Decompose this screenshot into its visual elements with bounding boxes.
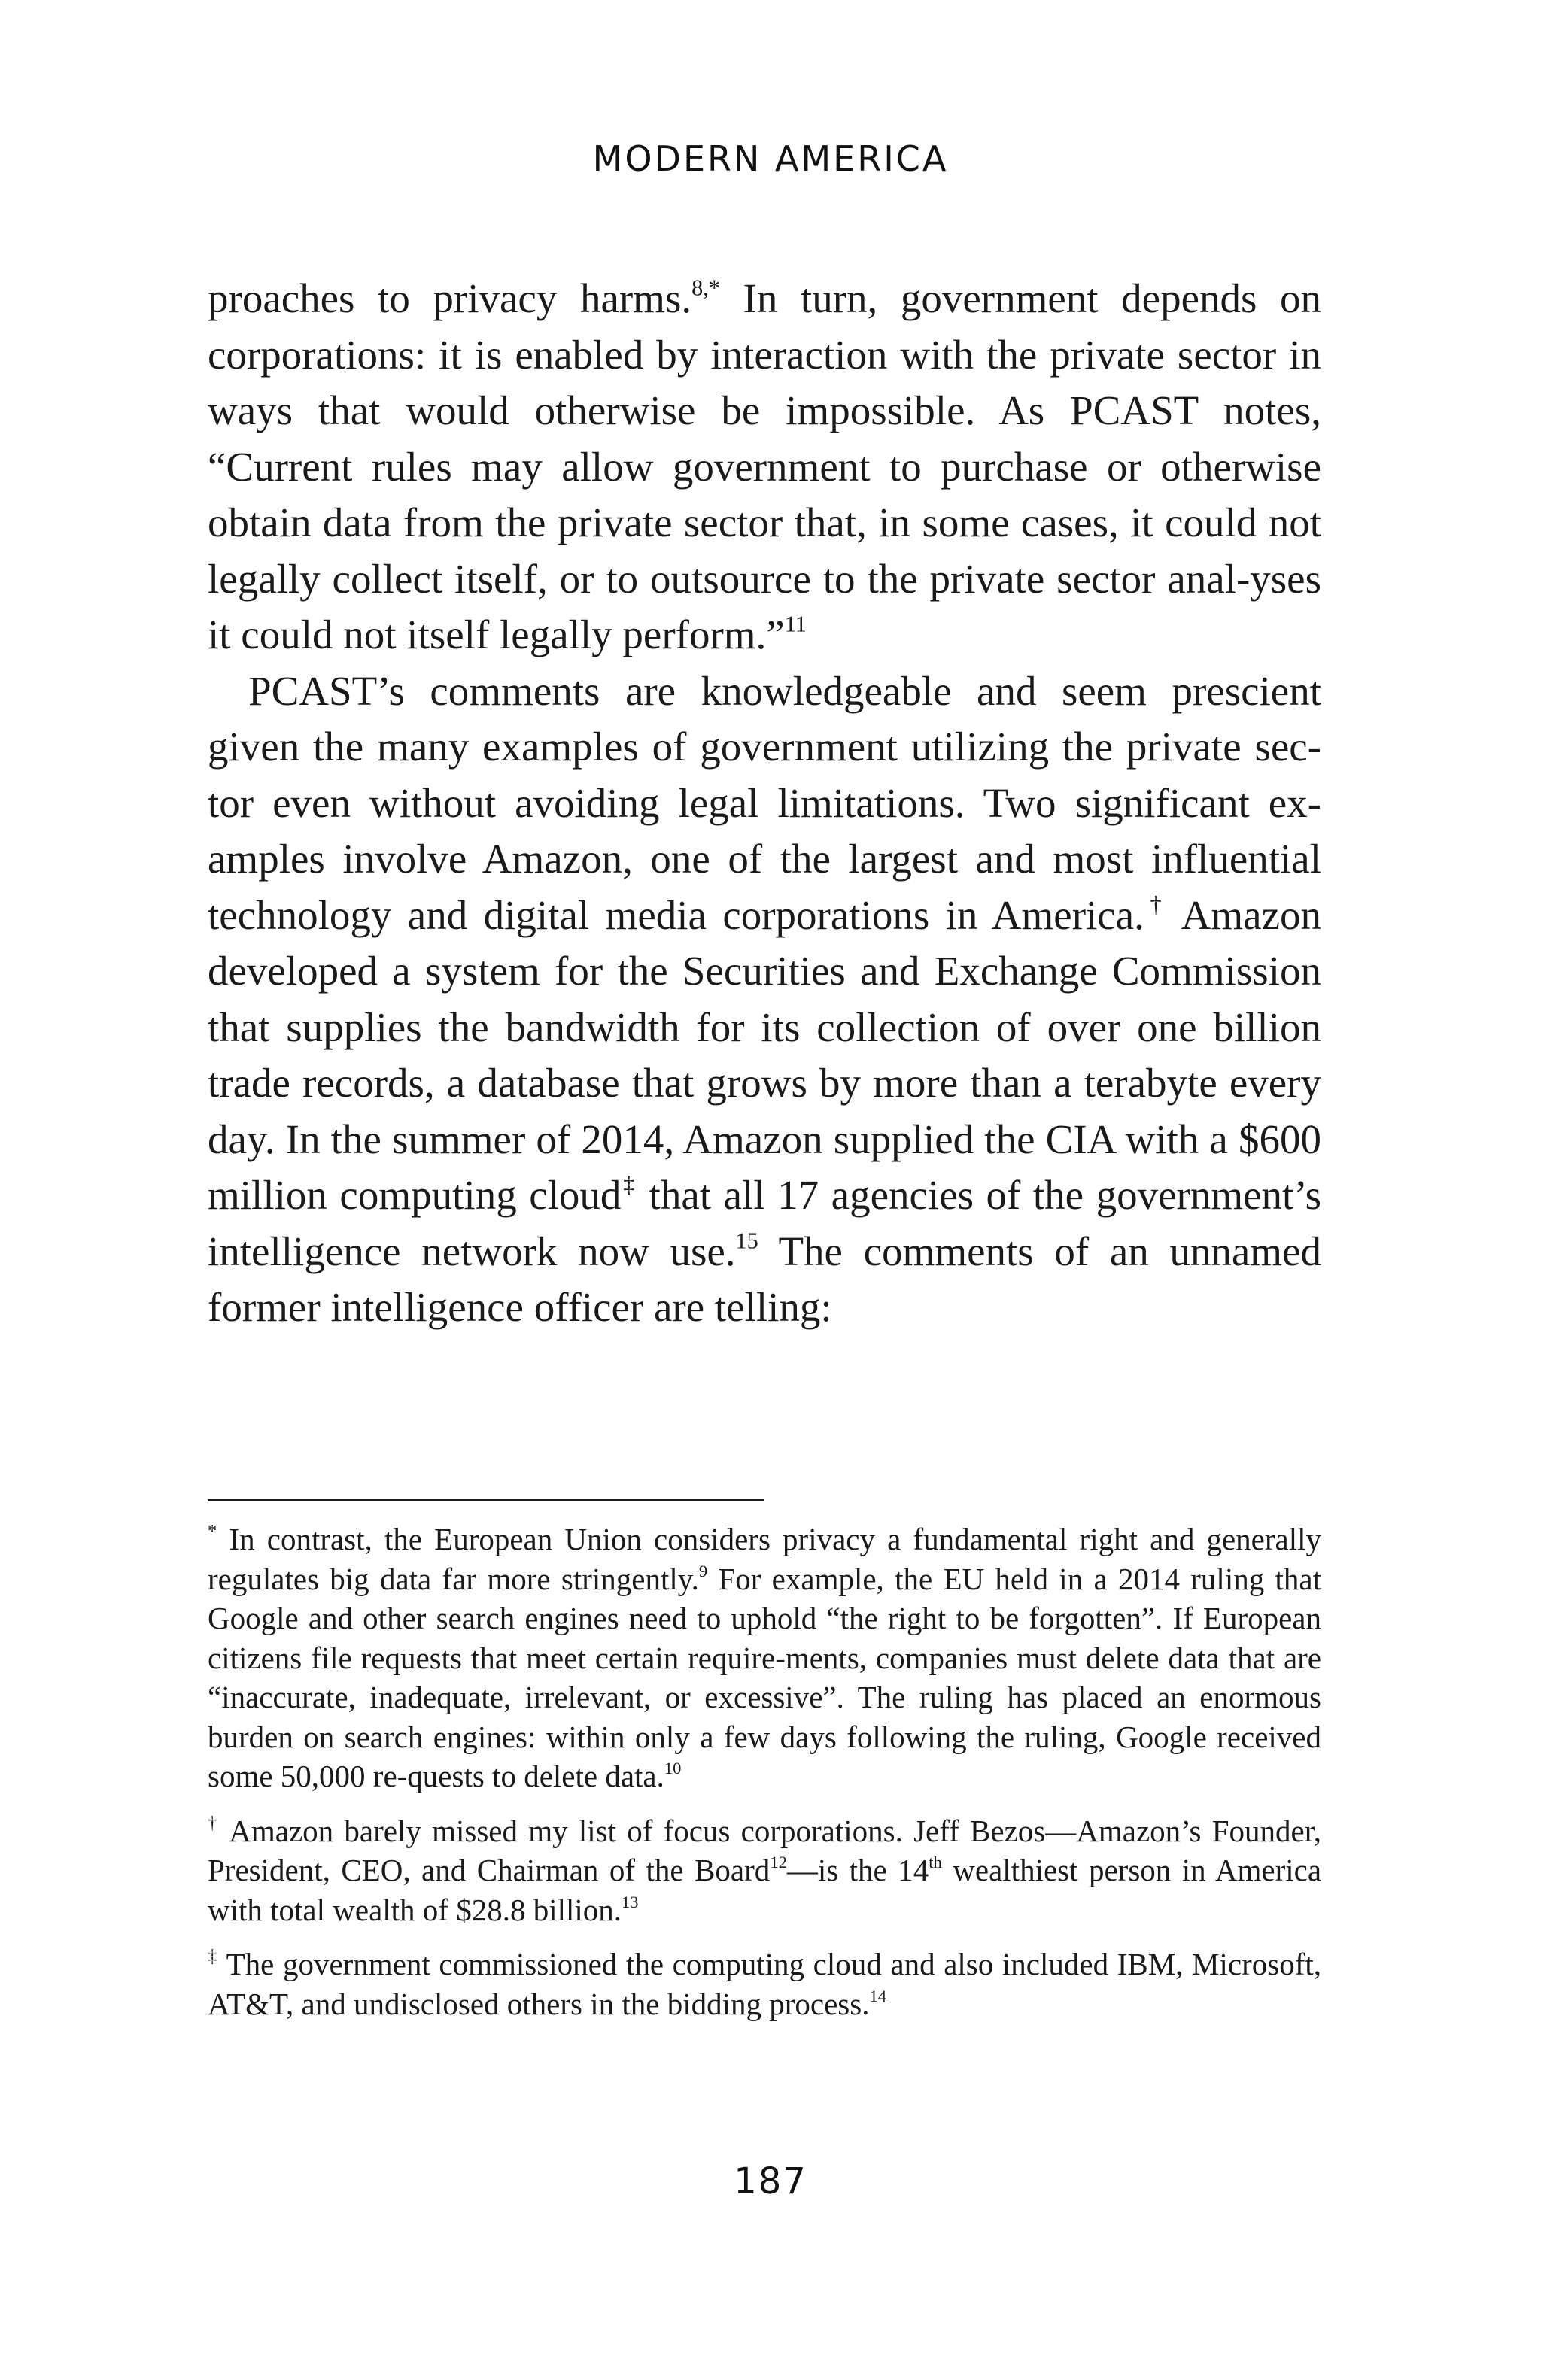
footnote-text: For example, the EU held in a 2014 ruling that Google and other search engines need to uphold “the right to be forgotten”. If European citizens file requests that meet certain require-ments, companies must delete data that are “inaccurate, inadequate, irrelevant, or excessive”. The ruling has placed an enormous burden on search engines: within only a few days following the ruling, Google received some 50,000 re-quests to delete data. <box>208 1561 1321 1793</box>
footnote-divider <box>208 1499 764 1501</box>
note-ref: 13 <box>622 1892 639 1911</box>
footnote-mark: † <box>208 1812 220 1833</box>
footnote-text: —is the 14 <box>786 1853 929 1887</box>
paragraph-1 <box>208 271 1321 663</box>
note-ref: 14 <box>869 1986 887 2005</box>
footnote-mark: ‡ <box>208 1945 218 1966</box>
footnote-text: In contrast, the European Union considers privacy a fundamental right and generally regulates big data far more stringently. <box>208 1522 1321 1596</box>
note-ref: 10 <box>664 1759 682 1778</box>
note-ref: 11 <box>784 611 807 637</box>
paragraph-1-text-a: proaches to privacy harms. <box>208 275 692 321</box>
ordinal-suffix: th <box>929 1853 942 1872</box>
footnote-text: wealthiest person in America with total wealth of $28.8 billion. <box>208 1853 1322 1927</box>
paragraph-2-text-d: The comments of an unnamed former intelligence officer are telling: <box>208 1228 1322 1330</box>
note-ref: 12 <box>770 1853 787 1872</box>
footnote-text: Amazon barely missed my list of focus corporations. Jeff Bezos—Amazon’s Founder, President, CEO, and Chairman of the Board <box>208 1813 1322 1887</box>
footnotes <box>208 1519 1321 2038</box>
paragraph-2-text-b: Amazon developed a system for the Securities and Exchange Commission that supplies the bandwidth for its collection of over one billion trade records, a database that grows by more than a terabyte every day. In the summer of 2014, Amazon supplied the CIA with a $600 million computing cloud <box>208 891 1322 1218</box>
page-number: 187 <box>734 2160 807 2202</box>
footnote-double-dagger <box>208 1944 1321 2023</box>
running-head: MODERN AMERICA <box>592 138 949 179</box>
paragraph-1-text-b: In turn, government depends on corporations: it is enabled by interaction with the private sector in ways that would otherwise be impossible. As PCAST notes, “Current rules may allow government to purchase or otherwise obtain data from the private sector that, in some cases, it could not legally collect itself, or to outsource to the private sector anal-yses it could not itself legally perform.” <box>208 275 1321 657</box>
note-ref: ‡ <box>621 1171 637 1198</box>
footnote-asterisk <box>208 1519 1321 1796</box>
note-ref: 9 <box>698 1561 708 1580</box>
paragraph-2 <box>208 663 1321 1336</box>
footnote-mark: * <box>208 1520 217 1541</box>
note-ref: 8,* <box>691 275 720 301</box>
main-text <box>208 271 1321 1336</box>
paragraph-2-text-c: that all 17 agencies of the government’s intelligence network now use. <box>208 1172 1321 1274</box>
note-ref: 15 <box>735 1227 758 1253</box>
paragraph-2-text-a: PCAST’s comments are knowledgeable and seem prescient given the many examples of government utilizing the private sec-tor even without avoiding legal limitations. Two significant ex-amples involve Amazon, one of the largest and most influential technology and digital media corporations in America. <box>208 667 1321 938</box>
footnote-text: The government commissioned the computing cloud and also included IBM, Microsoft, AT&T, and undisclosed others in the bidding process. <box>208 1947 1322 2021</box>
footnote-dagger <box>208 1811 1321 1930</box>
note-ref: † <box>1144 891 1168 917</box>
